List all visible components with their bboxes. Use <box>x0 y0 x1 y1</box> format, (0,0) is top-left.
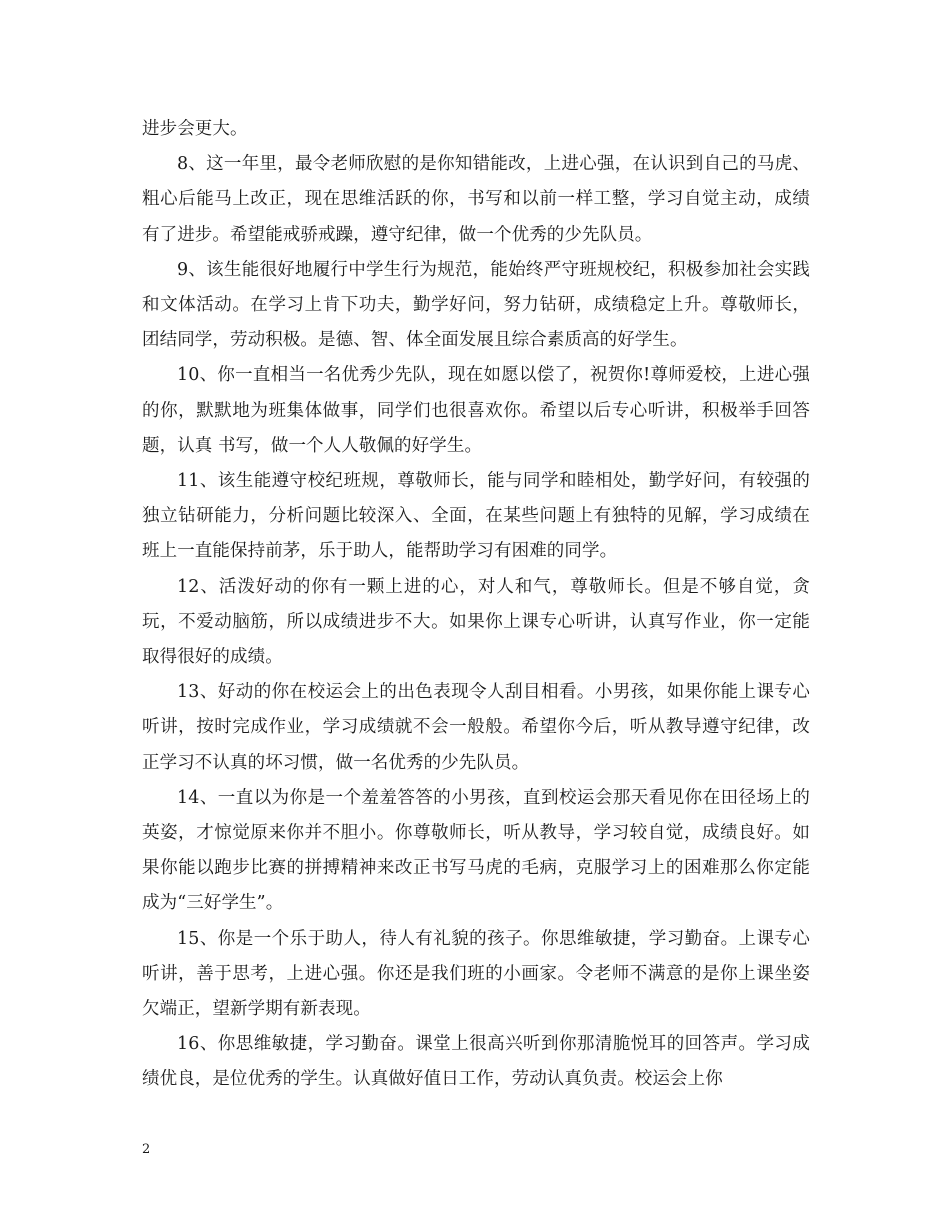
paragraph-item-15: 15、你是一个乐于助人，待人有礼貌的孩子。你思维敏捷，学习勤奋。上课专心听讲，善于思考，上进心强。你还是我们班的小画家。令老师不满意的是你上课坐姿欠端正，望新学期有新表现。 <box>142 928 810 1020</box>
paragraph-item-14: 14、一直以为你是一个羞羞答答的小男孩，直到校运会那天看见你在田径场上的英姿，才惊觉原来你并不胆小。你尊敬师长，听从教导，学习较自觉，成绩良好。如果你能以跑步比赛的拼搏精神来改正书写马虎的毛病，克服学习上的困难那么你定能成为“三好学生”。 <box>142 787 810 914</box>
paragraph-item-13: 13、好动的你在校运会上的出色表现令人刮目相看。小男孩，如果你能上课专心听讲，按时完成作业，学习成绩就不会一般般。希望你今后，听从教导遵守纪律，改正学习不认真的坏习惯，做一名优秀的少先队员。 <box>142 682 810 773</box>
paragraph-item-10: 10、你一直相当一名优秀少先队，现在如愿以偿了，祝贺你!尊师爱校，上进心强的你，默默地为班集体做事，同学们也很喜欢你。希望以后专心听讲，积极举手回答题，认真 书写，做一个人人敬佩的好学生。 <box>142 365 810 456</box>
paragraph-item-11: 11、该生能遵守校纪班规，尊敬师长，能与同学和睦相处，勤学好问，有较强的独立钻研能力，分析问题比较深入、全面，在某些问题上有独特的见解，学习成绩在班上一直能保持前茅，乐于助人，能帮助学习有困难的同学。 <box>142 471 810 562</box>
paragraph-item-8: 8、这一年里，最令老师欣慰的是你知错能改，上进心强，在认识到自己的马虎、粗心后能马上改正，现在思维活跃的你，书写和以前一样工整，学习自觉主动，成绩有了进步。希望能戒骄戒躁，遵守纪律，做一个优秀的少先队员。 <box>142 154 810 245</box>
paragraph-item-16: 16、你思维敏捷，学习勤奋。课堂上很高兴听到你那清脆悦耳的回答声。学习成绩优良，是位优秀的学生。认真做好值日工作，劳动认真负责。校运会上你 <box>142 1034 810 1090</box>
paragraph-continuation: 进步会更大。 <box>142 119 248 139</box>
page-number: 2 <box>142 1142 151 1157</box>
paragraph-item-9: 9、该生能很好地履行中学生行为规范，能始终严守班规校纪，积极参加社会实践和文体活动。在学习上肯下功夫，勤学好问，努力钻研，成绩稳定上升。尊敬师长，团结同学，劳动积极。是德、智、体全面发展且综合素质高的好学生。 <box>142 259 810 351</box>
paragraph-item-12: 12、活泼好动的你有一颗上进的心，对人和气，尊敬师长。但是不够自觉，贪玩，不爱动脑筋，所以成绩进步不大。如果你上课专心听讲，认真写作业，你一定能取得很好的成绩。 <box>142 576 810 668</box>
document-body <box>142 112 810 1098</box>
